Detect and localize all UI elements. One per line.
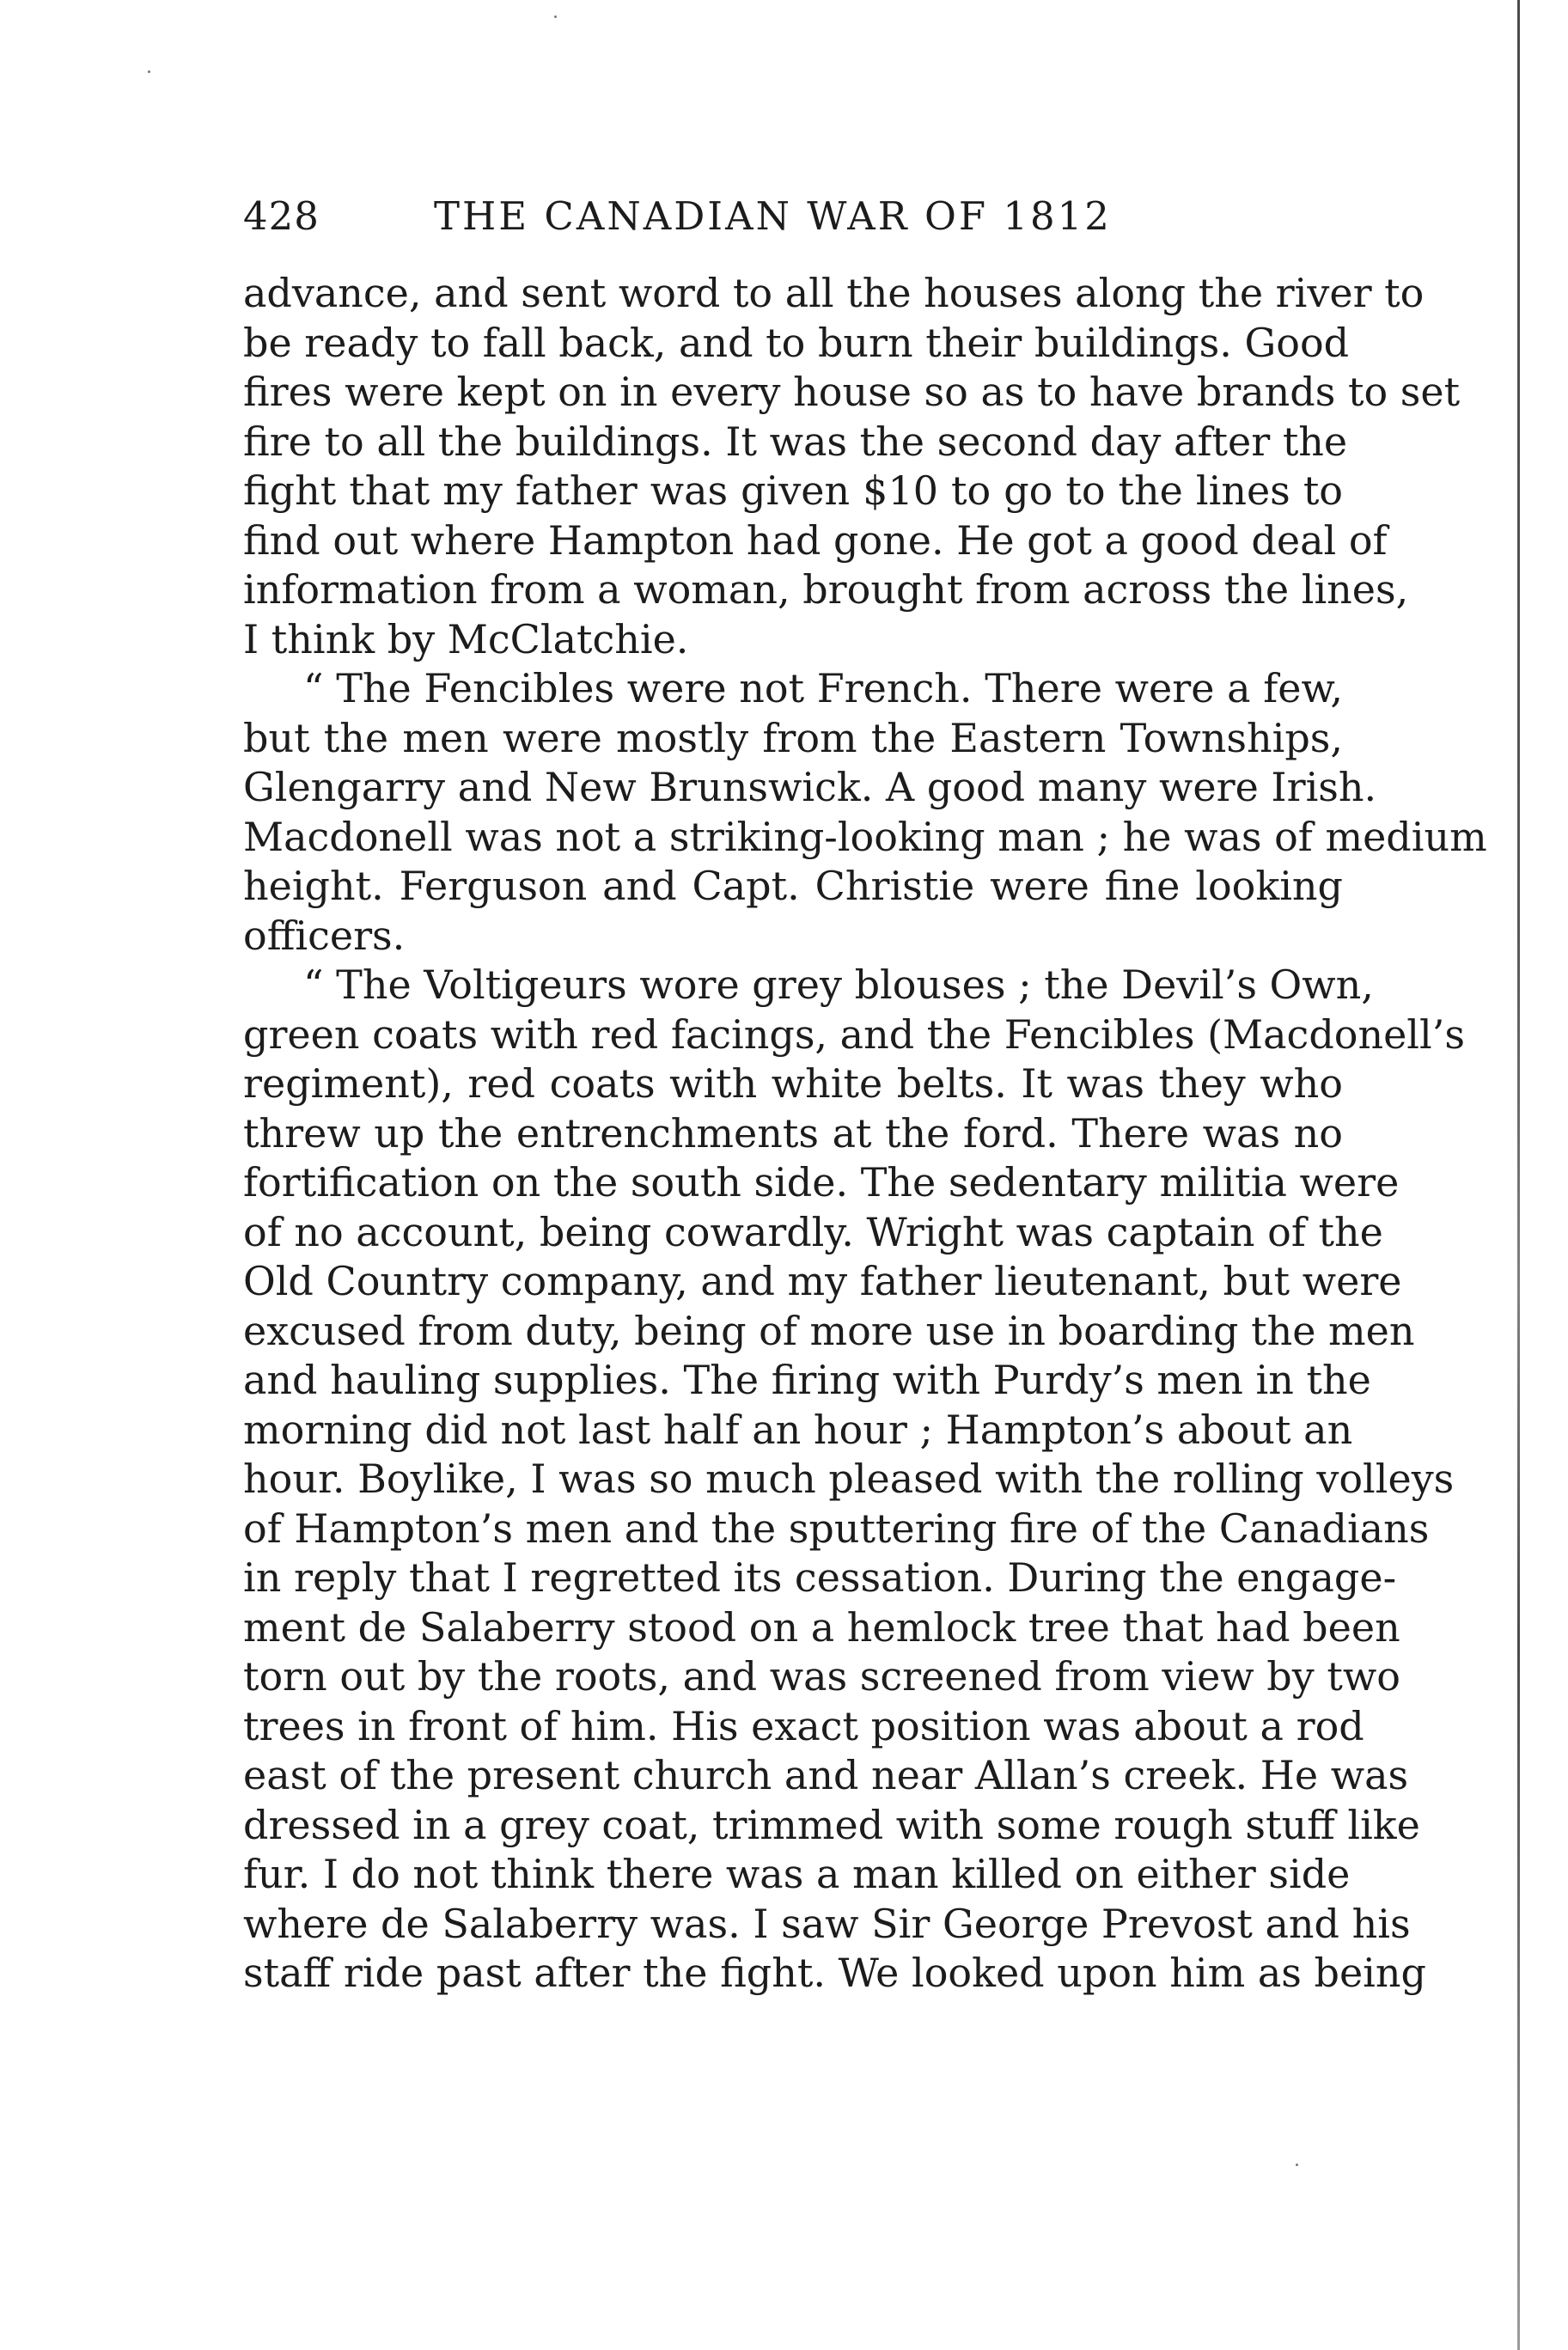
text-line: hour. Boylike, I was so much pleased with the rolling volleys xyxy=(243,1456,1455,1502)
text-line: torn out by the roots, and was screened from view by two xyxy=(243,1653,1400,1700)
text-line: officers. xyxy=(243,912,406,959)
text-line: fight that my father was given $10 to go to the lines to xyxy=(243,467,1343,514)
text-line: morning did not last half an hour ; Hampton’s about an xyxy=(243,1406,1353,1453)
text-line: trees in front of him. His exact position was about a rod xyxy=(243,1702,1364,1749)
text-line: threw up the entrenchments at the ford. There was no xyxy=(243,1109,1343,1157)
text-line: dressed in a grey coat, trimmed with some rough stuff like xyxy=(243,1801,1420,1848)
text-line: staff ride past after the fight. We looked upon him as being xyxy=(243,1950,1426,1996)
text-line: “ The Voltigeurs wore grey blouses ; the Devil’s Own, xyxy=(303,961,1374,1008)
text-line: fur. I do not think there was a man killed on either side xyxy=(243,1851,1351,1897)
text-line: fortification on the south side. The sedentary militia were xyxy=(243,1159,1400,1206)
text-line: excused from duty, being of more use in boarding the men xyxy=(243,1307,1415,1354)
scan-speck xyxy=(554,15,557,18)
scan-speck xyxy=(148,70,150,73)
text-line: fire to all the buildings. It was the second day after the xyxy=(243,418,1348,465)
body-text xyxy=(243,269,1487,1999)
text-line: advance, and sent word to all the houses along the river to xyxy=(243,270,1425,316)
scan-speck xyxy=(1296,2164,1298,2166)
text-line: information from a woman, brought from across the lines, xyxy=(243,566,1409,613)
text-line: Old Country company, and my father lieutenant, but were xyxy=(243,1258,1402,1304)
page-number: 428 xyxy=(243,193,320,239)
text-line: ment de Salaberry stood on a hemlock tree that had been xyxy=(243,1603,1400,1651)
text-line: be ready to fall back, and to burn their buildings. Good xyxy=(243,319,1350,366)
running-head: THE CANADIAN WAR OF 1812 xyxy=(434,193,1112,239)
text-line: I think by McClatchie. xyxy=(243,615,689,662)
text-line: of Hampton’s men and the sputtering fire of the Canadians xyxy=(243,1505,1430,1552)
text-line: regiment), red coats with white belts. It was they who xyxy=(243,1060,1343,1107)
text-line: fires were kept on in every house so as to have brands to set xyxy=(243,369,1461,415)
text-line: Glengarry and New Brunswick. A good many were Irish. xyxy=(243,764,1377,810)
text-line: where de Salaberry was. I saw Sir George Prevost and his xyxy=(243,1900,1411,1947)
text-line: “ The Fencibles were not French. There were a few, xyxy=(303,665,1343,711)
page-header xyxy=(243,191,1343,242)
text-line: green coats with red facings, and the Fencibles (Macdonell’s xyxy=(243,1010,1465,1058)
text-line: of no account, being cowardly. Wright was captain of the xyxy=(243,1208,1383,1255)
text-line: Macdonell was not a striking-looking man ; he was of medium xyxy=(243,813,1487,860)
text-line: height. Ferguson and Capt. Christie were fine looking xyxy=(243,863,1343,909)
text-line: east of the present church and near Allan’s creek. He was xyxy=(243,1752,1409,1798)
text-line: in reply that I regretted its cessation. During the engage- xyxy=(243,1554,1397,1601)
text-line: and hauling supplies. The firing with Purdy’s men in the xyxy=(243,1357,1371,1403)
scan-page-edge xyxy=(1517,0,1520,2350)
text-line: find out where Hampton had gone. He got a good deal of xyxy=(243,516,1388,564)
text-line: but the men were mostly from the Eastern Townships, xyxy=(243,714,1343,761)
